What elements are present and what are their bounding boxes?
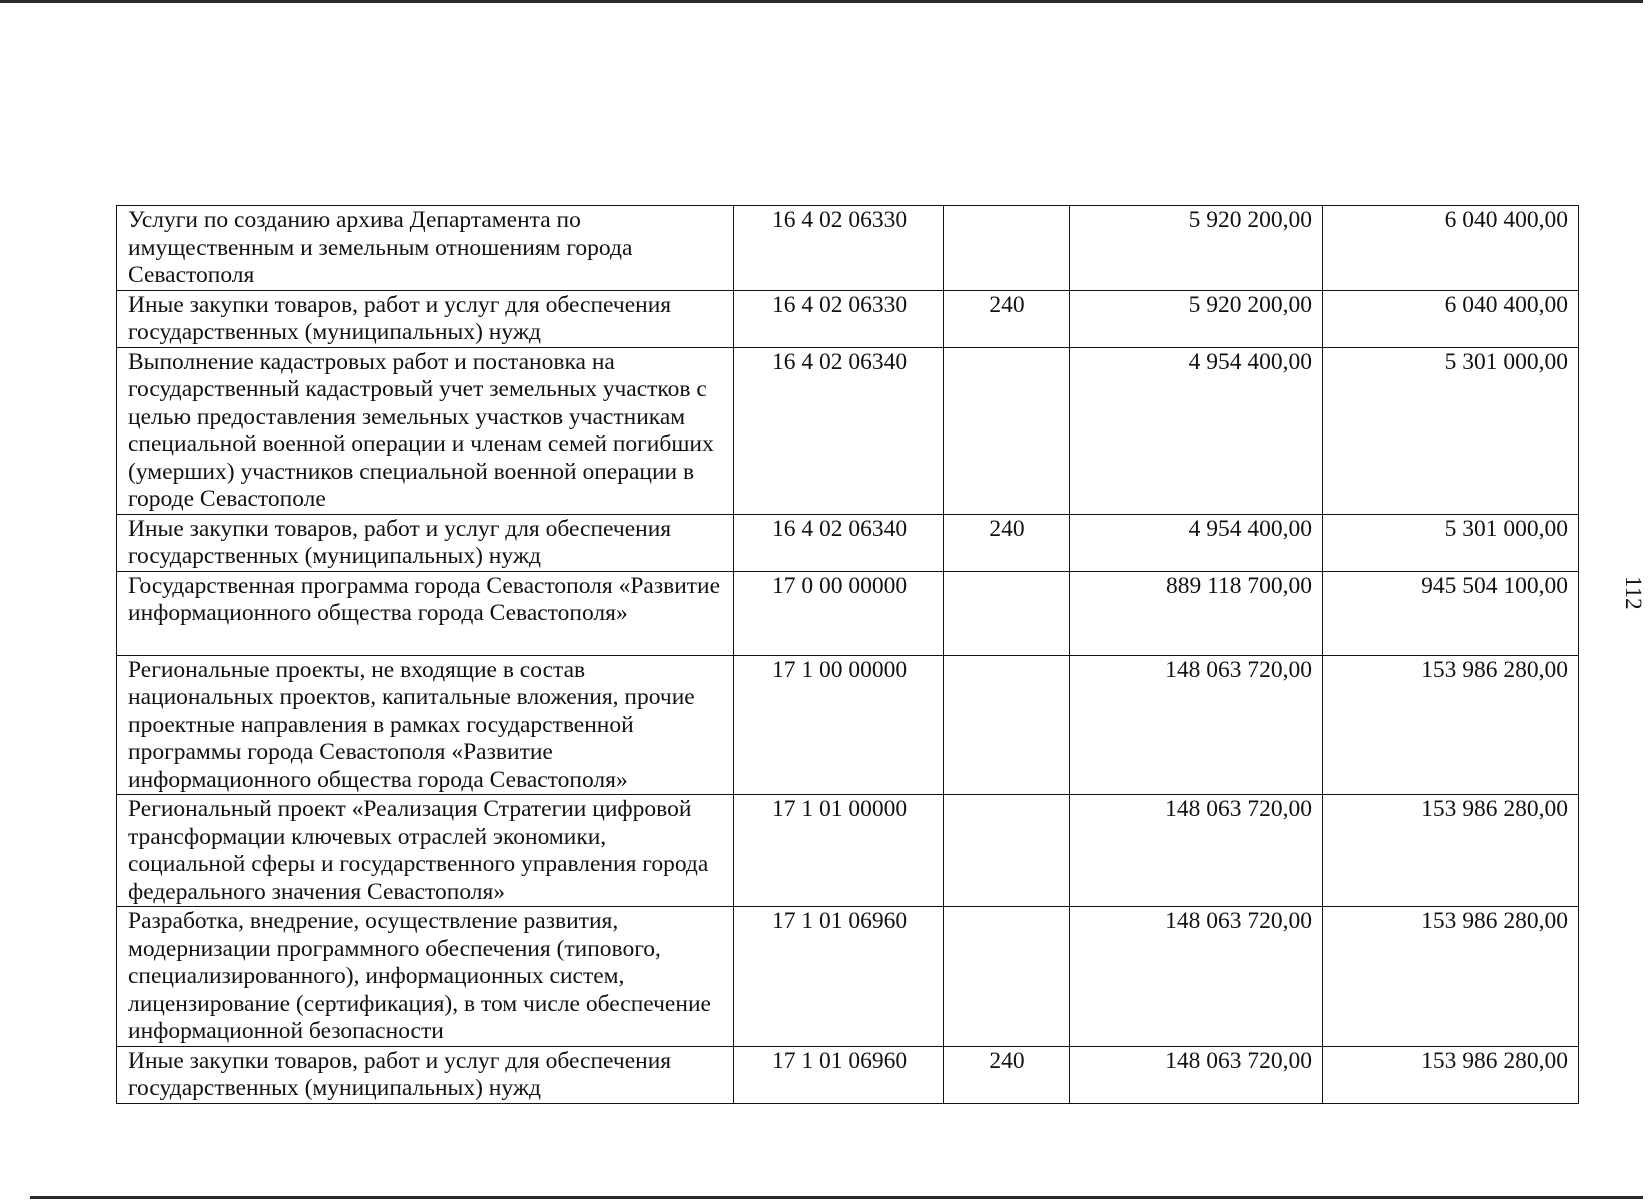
page-number: 112 (1621, 576, 1646, 610)
table-row (117, 1046, 1579, 1103)
row-sum-1: 148 063 720,00 (1070, 1046, 1323, 1103)
row-sum-1: 5 920 200,00 (1070, 290, 1323, 347)
row-sum-2: 153 986 280,00 (1323, 907, 1579, 1047)
row-name: Иные закупки товаров, работ и услуг для обеспечения государственных (муниципальных) нужд (117, 514, 734, 571)
row-code: 16 4 02 06330 (734, 206, 944, 291)
row-sum-2: 945 504 100,00 (1323, 571, 1579, 655)
row-name: Региональный проект «Реализация Стратегии цифровой трансформации ключевых отраслей экономики, социальной сферы и государственного управления города федерального значения Севастополя» (117, 795, 734, 907)
row-name: Услуги по созданию архива Департамента по имущественным и земельным отношениям города Севастополя (117, 206, 734, 291)
table-row (117, 795, 1579, 907)
row-name: Иные закупки товаров, работ и услуг для обеспечения государственных (муниципальных) нужд (117, 290, 734, 347)
row-name: Региональные проекты, не входящие в состав национальных проектов, капитальные вложения, прочие проектные направления в рамках государственной программы города Севастополя «Развитие информационного общества города Севастополя» (117, 655, 734, 795)
row-code: 16 4 02 06340 (734, 347, 944, 514)
row-code: 17 1 01 00000 (734, 795, 944, 907)
row-sum-1: 148 063 720,00 (1070, 655, 1323, 795)
row-sum-2: 153 986 280,00 (1323, 1046, 1579, 1103)
row-name: Выполнение кадастровых работ и постановка на государственный кадастровый учет земельных участков с целью предоставления земельных участков участникам специальной военной операции и членам семей погибших (умерших) участников специальной военной операции в городе Севастополе (117, 347, 734, 514)
table-row (117, 514, 1579, 571)
scan-border-bottom (30, 1196, 1643, 1199)
row-code: 17 1 01 06960 (734, 907, 944, 1047)
table-row (117, 571, 1579, 655)
scan-border-top (0, 0, 1643, 3)
table-row (117, 290, 1579, 347)
row-sum-1: 5 920 200,00 (1070, 206, 1323, 291)
table-row (117, 206, 1579, 291)
row-sum-1: 889 118 700,00 (1070, 571, 1323, 655)
row-sum-1: 4 954 400,00 (1070, 347, 1323, 514)
row-sum-2: 153 986 280,00 (1323, 655, 1579, 795)
row-name: Разработка, внедрение, осуществление развития, модернизации программного обеспечения (типового, специализированного), информационных систем, лицензирование (сертификация), в том числе обеспечение информационной безопасности (117, 907, 734, 1047)
row-sum-2: 5 301 000,00 (1323, 514, 1579, 571)
row-expense-type (944, 795, 1070, 907)
row-expense-type (944, 571, 1070, 655)
row-expense-type: 240 (944, 290, 1070, 347)
row-expense-type: 240 (944, 514, 1070, 571)
row-code: 16 4 02 06330 (734, 290, 944, 347)
row-code: 17 1 00 00000 (734, 655, 944, 795)
row-expense-type (944, 206, 1070, 291)
table-row (117, 907, 1579, 1047)
row-sum-2: 6 040 400,00 (1323, 290, 1579, 347)
row-expense-type (944, 347, 1070, 514)
row-sum-1: 4 954 400,00 (1070, 514, 1323, 571)
budget-table (116, 205, 1579, 1104)
row-code: 16 4 02 06340 (734, 514, 944, 571)
row-name: Иные закупки товаров, работ и услуг для обеспечения государственных (муниципальных) нужд (117, 1046, 734, 1103)
row-expense-type (944, 655, 1070, 795)
row-sum-2: 153 986 280,00 (1323, 795, 1579, 907)
row-sum-1: 148 063 720,00 (1070, 907, 1323, 1047)
row-expense-type: 240 (944, 1046, 1070, 1103)
row-sum-2: 5 301 000,00 (1323, 347, 1579, 514)
table-row (117, 655, 1579, 795)
row-code: 17 1 01 06960 (734, 1046, 944, 1103)
row-sum-2: 6 040 400,00 (1323, 206, 1579, 291)
row-name: Государственная программа города Севастополя «Развитие информационного общества города Севастополя» (117, 571, 734, 655)
row-code: 17 0 00 00000 (734, 571, 944, 655)
row-sum-1: 148 063 720,00 (1070, 795, 1323, 907)
row-expense-type (944, 907, 1070, 1047)
table-row (117, 347, 1579, 514)
